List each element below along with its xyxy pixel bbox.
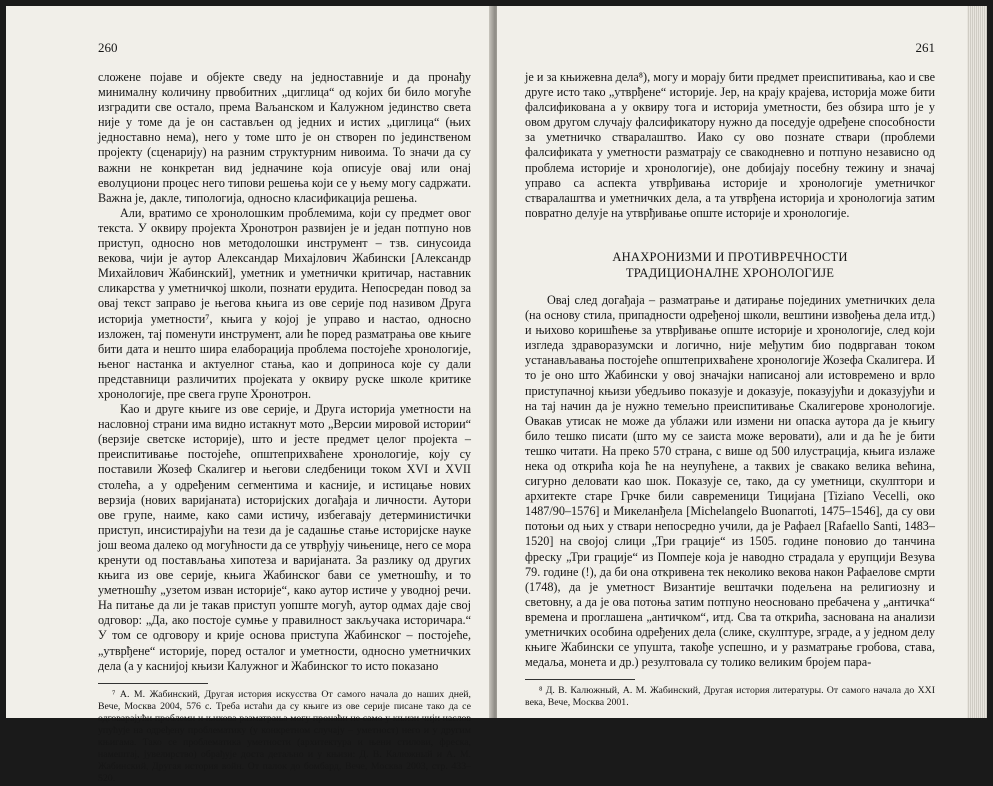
footnote-rule bbox=[525, 679, 635, 680]
footnotes bbox=[525, 685, 935, 709]
section-heading bbox=[525, 249, 935, 281]
footnote-7: ⁷ А. М. Жабинский, Другая история искусства От самого начала до наших дней, Вече, Москва 2004, 576 с. Треба истаћи да су књиге из ове серије писане тако да се одговарајући проблеми и њихова разматрања могу пронаћи не само у књизи чији наслов упућује на одређену проблематику (у конкретном случају – уметност) него и у другим књигама. Тако се проблематика уметности (архитектура и њени стилови, фреска, намештај, јувелирство) обрађује доста детаљно и у књизи: Д. В. Калюжный и А. М. Жабинский, Другая история войн. От палок до бомбард, Вече, Москва 2003, стр. 433–520. bbox=[98, 688, 471, 785]
right-page bbox=[497, 6, 967, 718]
right-body bbox=[525, 70, 935, 670]
footnote-rule bbox=[98, 683, 208, 684]
paragraph: Овај след догађаја – разматрање и датирање појединих уметничких дела (на основу стила, припадности одређеној школи, вештини извођења дела итд.) и њихово коришћење за утврђивање опште историје и хронологије, след који изгледа здраворазумски и логично, није међутим био подвргаван током устанављавања постојеће општеприхваћене хронологије Жозефа Скалигера. И то је оно што Жабински у овој значајки написаној али истовремено и врло приступачној књизи убедљиво показује и доказује, показујући и доказујући и на тај начин да је нужно темељно преиспитивање Скалигерове хронологије. Овакав утисак не може да ублажи или измени ни опаска аутора да је књигу било тешко писати (што му се заиста може веровати), али и да ће је бити тешко читати. На преко 570 страна, с више од 500 илустрација, књига излаже нека од открића која ће на неупућене, а таквих је свакако велика већина, сигурно деловати као шок. Показује се, тако, да су уметници, скулптори и архитекте старе Грчке били савременици Тицијана [Tiziano Vecelli, око 1487/90–1576] и Микеланђела [Michelangelo Buonarroti, 1475–1546], да су ови потоњи од њих у ствари непосредно учили, да је Рафаел [Rafaello Santi, 1483–1520] на својој слици „Три грације“ из 1505. године поновио до танчина фреску „Три грације“ из Помпеје која је наводно страдала у ерупцији Везува 79. године (!), да би она откривена тек неколико векова након Рафаелове смрти (1748), да је уметност Византије вештачки подељена на религиозну и световну, а да је ова потоња затим потпуно неосновано пребачена у „античка“ времена и проглашена „античком“, итд. Сва та открића, заснована на анализи уметничких особина одређених дела (слике, скулптуре, зграде, а у једном делу књиге Жабински се упушта, такође успешно, и у разматрање гробова, ставa, медаља, монета и др.) резултовала су толико великим бројем пара- bbox=[525, 292, 935, 670]
paragraph: сложене појаве и објекте сведу на једноставније и да пронађу минималну количину првобитних „циглица“ од којих би било могуће изградити све остало, према Ваљанском и Калужном јединство света није у томе да је он састављен од једних и истих „циглица“ (њих једноставно нема), него у томе што је он створен по јединственом пројекту (сценарију) на разним структурним нивоима. То значи да су важни не конкретан вид једначине која описује овај или онај еволуциони процес него типови решења који се у њему могу садржати. Важна је, дакле, типологија, односно класификација решења. bbox=[98, 70, 471, 205]
heading-line-2: ТРАДИЦИОНАЛНЕ ХРОНОЛОГИЈЕ bbox=[625, 265, 835, 280]
left-body bbox=[98, 70, 471, 674]
paragraph: Али, вратимо се хронолошким проблемима, који су предмет овог текста. У оквиру пројекта Хронотрон развијен је и један потпуно нов приступ, односно нов методолошки инструмент – тзв. синусоида векова, чији је аутор Александар Михајлович Жабински [Александр Михайлович Жабинский], уметник и уметнички критичар, наставник сликарства у уметничкој школи, познати ерудита. Непосредан повод за овај текст заправо је његова књига из ове серије под називом Друга историја уметности⁷, књига у којој је управо и настао, односно изложен, тај поменути инструмент, али ће поред разматрања ове књиге бити дата и нешто шира елаборација проблема постојеће хронологије, њеног настанка и актуелног стања, као и доприноса које су дали представници различитих пројеката у оквиру руске школе критике хронологије, пре свега групе Хронотрон. bbox=[98, 205, 471, 401]
heading-line-1: АНАХРОНИЗМИ И ПРОТИВРЕЧНОСТИ bbox=[612, 249, 848, 264]
footnote-8: ⁸ Д. В. Калюжный, А. М. Жабинский, Другая история литературы. От самого начала до XXI века, Вече, Москва 2001. bbox=[525, 685, 935, 709]
page-number: 260 bbox=[98, 40, 118, 55]
paragraph: Као и друге књиге из ове серије, и Друга историја уметности на насловној страни има видно истакнут мото „Версии мировой истории“ (верзије светске историје), што и јесте предмет целог пројекта – преиспитивање постојеће, општеприхваћене хронологије, коју су поставили Жозеф Скалигер и његови следбеници током XVI и XVII столећа, а у одређеним сегментима и касније, и истицање нових верзија (нових варијаната) историјских догађаја и личности. Аутори ове групе, наиме, како сами истичу, избегавају детерминистички приступ, инсистирајући на тези да је садашње стање историјске науке још веома далеко од могућности да се утврђују чињенице, него се мора кренути од постављања хипотеза и варијаната. За разлику од других књига из ове серије, књига Жабинског бави се уметношћу, и то уметношћу „узетом изван историје“, како аутор истиче у уводној речи. На питање да ли је такав приступ уопште могућ, аутор одмах даје свој одговор: „Да, ако постоје сумње у правилност закључака историчара.“ У том се одговору и крије основа приступа Жабинског – постојеће, „утврђене“ историје, поред осталог и уметности, односно уметничких дела (а у каснијој књизи Калужног и Жабинског то исто показано bbox=[98, 402, 471, 673]
page-number: 261 bbox=[915, 40, 935, 55]
page-edges bbox=[967, 6, 987, 718]
paragraph: је и за књижевна дела⁸), могу и морају бити предмет преиспитивања, као и све друге исто тако „утврђене“ историје. Јер, на крају крајева, историја може бити фалсификована а у оквиру тога и историја уметности, без обзира што је у овом другом случају фалсификатору нужно да поседује одређене способности за уметничко стваралаштво. Иако су ово познате ствари (проблеми фалсификата у уметности разматрају се свакодневно и потпуно независно од проблема историје и хронологије), оне добијају посебну тежину и значај управо са аспекта утврђивања историје и хронологије уметничког стваралаштва и уметничких дела, а та утврђена историја и хронологија затим повратно делује на утврђивање опште историје и хронологије. bbox=[525, 70, 935, 220]
left-page bbox=[6, 6, 493, 785]
footnotes bbox=[98, 689, 471, 786]
